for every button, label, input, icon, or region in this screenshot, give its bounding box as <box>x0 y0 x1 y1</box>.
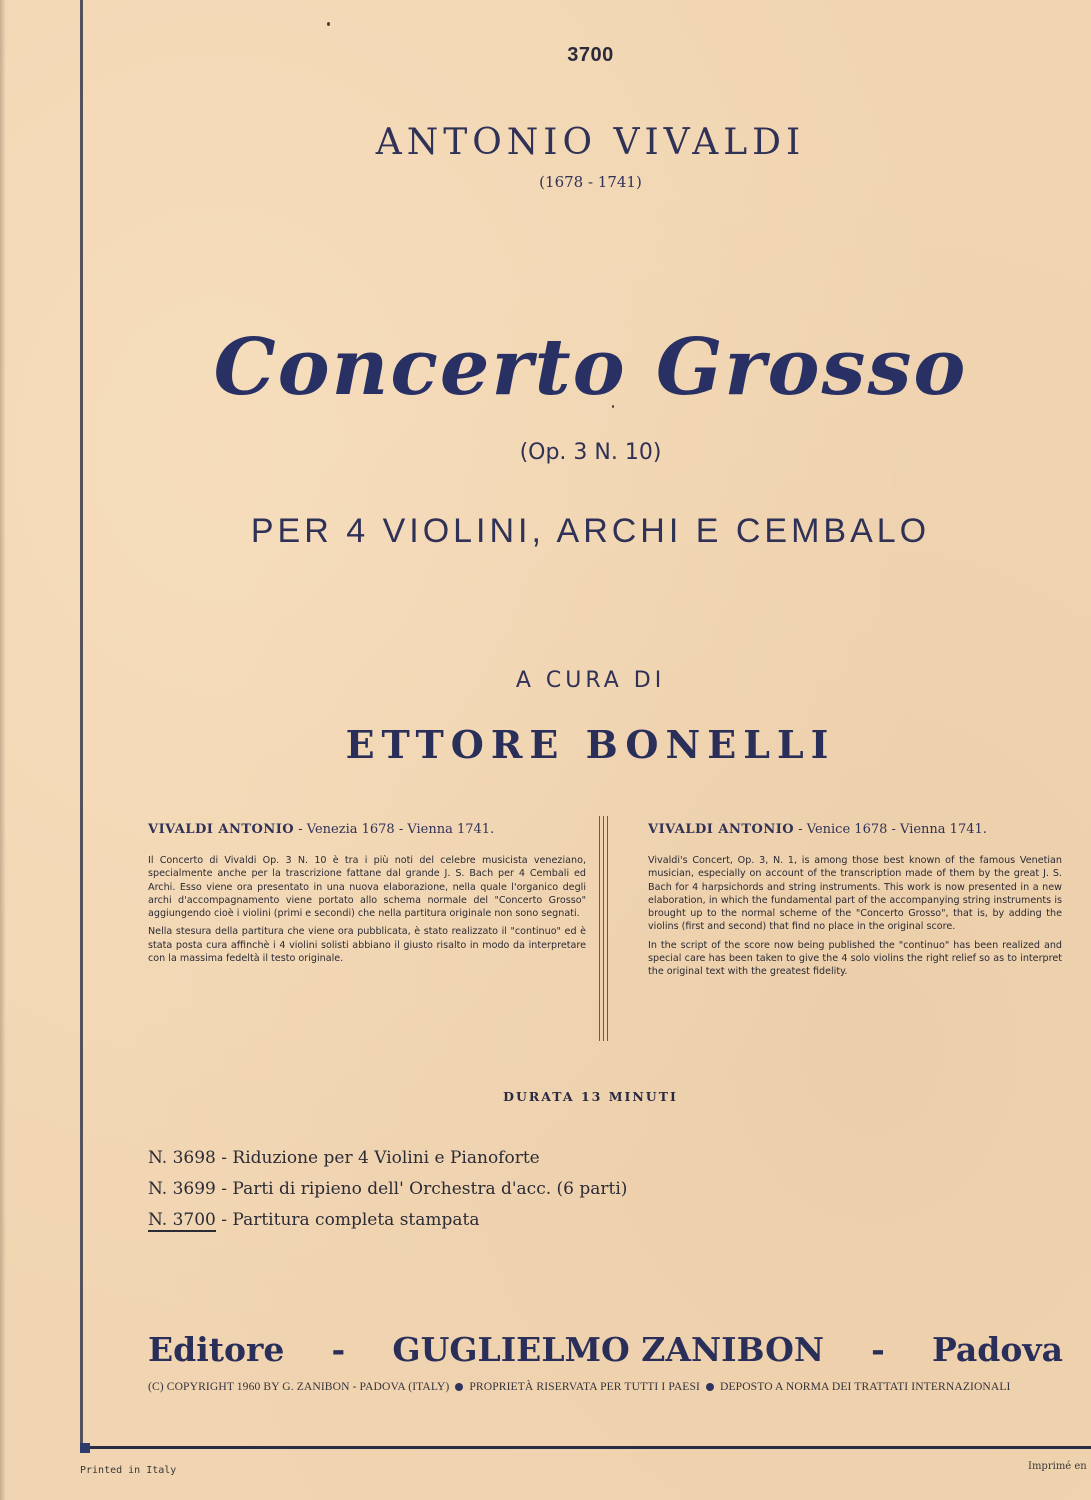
english-paragraph: In the script of the score now being published the "continuo" has been realized and special care has been taken to give the 4 solo violins the right relief so as to interpret the original text with the greatest fidelity. <box>648 939 1062 978</box>
imprime-en: Imprimé en <box>1028 1461 1087 1472</box>
heading-composer: VIVALDI ANTONIO <box>648 822 795 837</box>
catalog-number: 3700 <box>567 44 614 66</box>
bullet-icon <box>706 1383 714 1391</box>
edition-description: - Parti di ripieno dell' Orchestra d'acc. (6 parti) <box>215 1179 628 1199</box>
edition-item-current <box>148 1210 627 1241</box>
italian-paragraph: Nella stesura della partitura che viene ora pubblicata, è stato realizzato il "continuo" ed è stata posta cura affinchè i 4 violini solisti abbiano il giusto risalto in modo da interpretare con la massima fedeltà il testo originale. <box>148 926 586 965</box>
paper-speck <box>327 22 330 26</box>
instrumentation: PER 4 VIOLINI, ARCHI E CEMBALO <box>250 512 931 550</box>
duration: DURATA 13 MINUTI <box>503 1089 678 1104</box>
printed-in-italy: Printed in Italy <box>80 1465 177 1476</box>
heading-places: - Venezia 1678 - Vienna 1741. <box>294 822 495 837</box>
edition-number: N. 3699 <box>148 1179 216 1199</box>
work-title: Concerto Grosso <box>213 322 968 413</box>
bullet-icon <box>455 1383 463 1391</box>
border-corner-square <box>80 1443 90 1453</box>
border-horizontal-rule <box>84 1446 1091 1449</box>
english-paragraph: Vivaldi's Concert, Op. 3, N. 1, is among those best known of the famous Venetian musician, especially on account of the transcription made of them by the great J. S. Bach for 4 harpsichords and string instruments. This work is now presented in a new elaboration, in which the fundamental part of the accompanying string instruments is brought up to the normal scheme of the "Concerto Grosso", that is, by adding the violins (first and second) that find no place in the original score. <box>648 855 1062 933</box>
rights-reserved: PROPRIETÀ RISERVATA PER TUTTI I PAESI <box>469 1380 700 1393</box>
composer-name: ANTONIO VIVALDI <box>375 122 806 163</box>
edited-by-label: A CURA DI <box>515 668 666 693</box>
edition-description: - Partitura completa stampata <box>215 1210 480 1230</box>
separator: - <box>871 1330 885 1369</box>
copyright-notice: (C) COPYRIGHT 1960 BY G. ZANIBON - PADOVA (ITALY) <box>148 1380 450 1393</box>
english-notes-heading <box>648 822 1062 837</box>
opus-number: (Op. 3 N. 10) <box>519 440 662 465</box>
border-vertical-rule <box>80 0 83 1450</box>
editor-name: ETTORE BONELLI <box>345 722 836 767</box>
italian-paragraph: Il Concerto di Vivaldi Op. 3 N. 10 è tra i più noti del celebre musicista veneziano, specialmente anche per la trascrizione fattane dal grande J. S. Bach per 4 Cembali ed Archi. Esso viene ora presentato in una nuova elaborazione, nella quale l'organico degli archi d'accompagnamento viene portato allo schema normale del "Concerto Grosso" aggiungendo cioè i violini (primi e secondi) che nella partitura originale non sono segnati. <box>148 855 586 920</box>
edition-number: N. 3698 <box>148 1148 216 1168</box>
heading-places: - Venice 1678 - Vienna 1741. <box>794 822 987 837</box>
column-divider <box>597 816 609 1041</box>
english-notes <box>648 822 1062 984</box>
page-edge-shadow <box>0 0 6 1500</box>
editions-list <box>148 1148 627 1241</box>
edition-number-underlined: N. 3700 <box>148 1210 216 1230</box>
publisher-line <box>148 1330 1063 1369</box>
heading-composer: VIVALDI ANTONIO <box>148 822 295 837</box>
italian-notes-heading <box>148 822 586 837</box>
composer-dates: (1678 - 1741) <box>539 173 642 191</box>
publisher-city: Padova <box>932 1330 1063 1369</box>
edition-item <box>148 1179 627 1210</box>
separator: - <box>331 1330 346 1369</box>
publisher-label: Editore <box>148 1330 285 1369</box>
edition-item <box>148 1148 627 1179</box>
copyright-line <box>148 1380 1063 1393</box>
international-deposit: DEPOSTO A NORMA DEI TRATTATI INTERNAZIONALI <box>720 1380 1011 1393</box>
publisher-name: GUGLIELMO ZANIBON <box>392 1330 825 1369</box>
italian-notes <box>148 822 586 970</box>
edition-description: - Riduzione per 4 Violini e Pianoforte <box>215 1148 540 1168</box>
